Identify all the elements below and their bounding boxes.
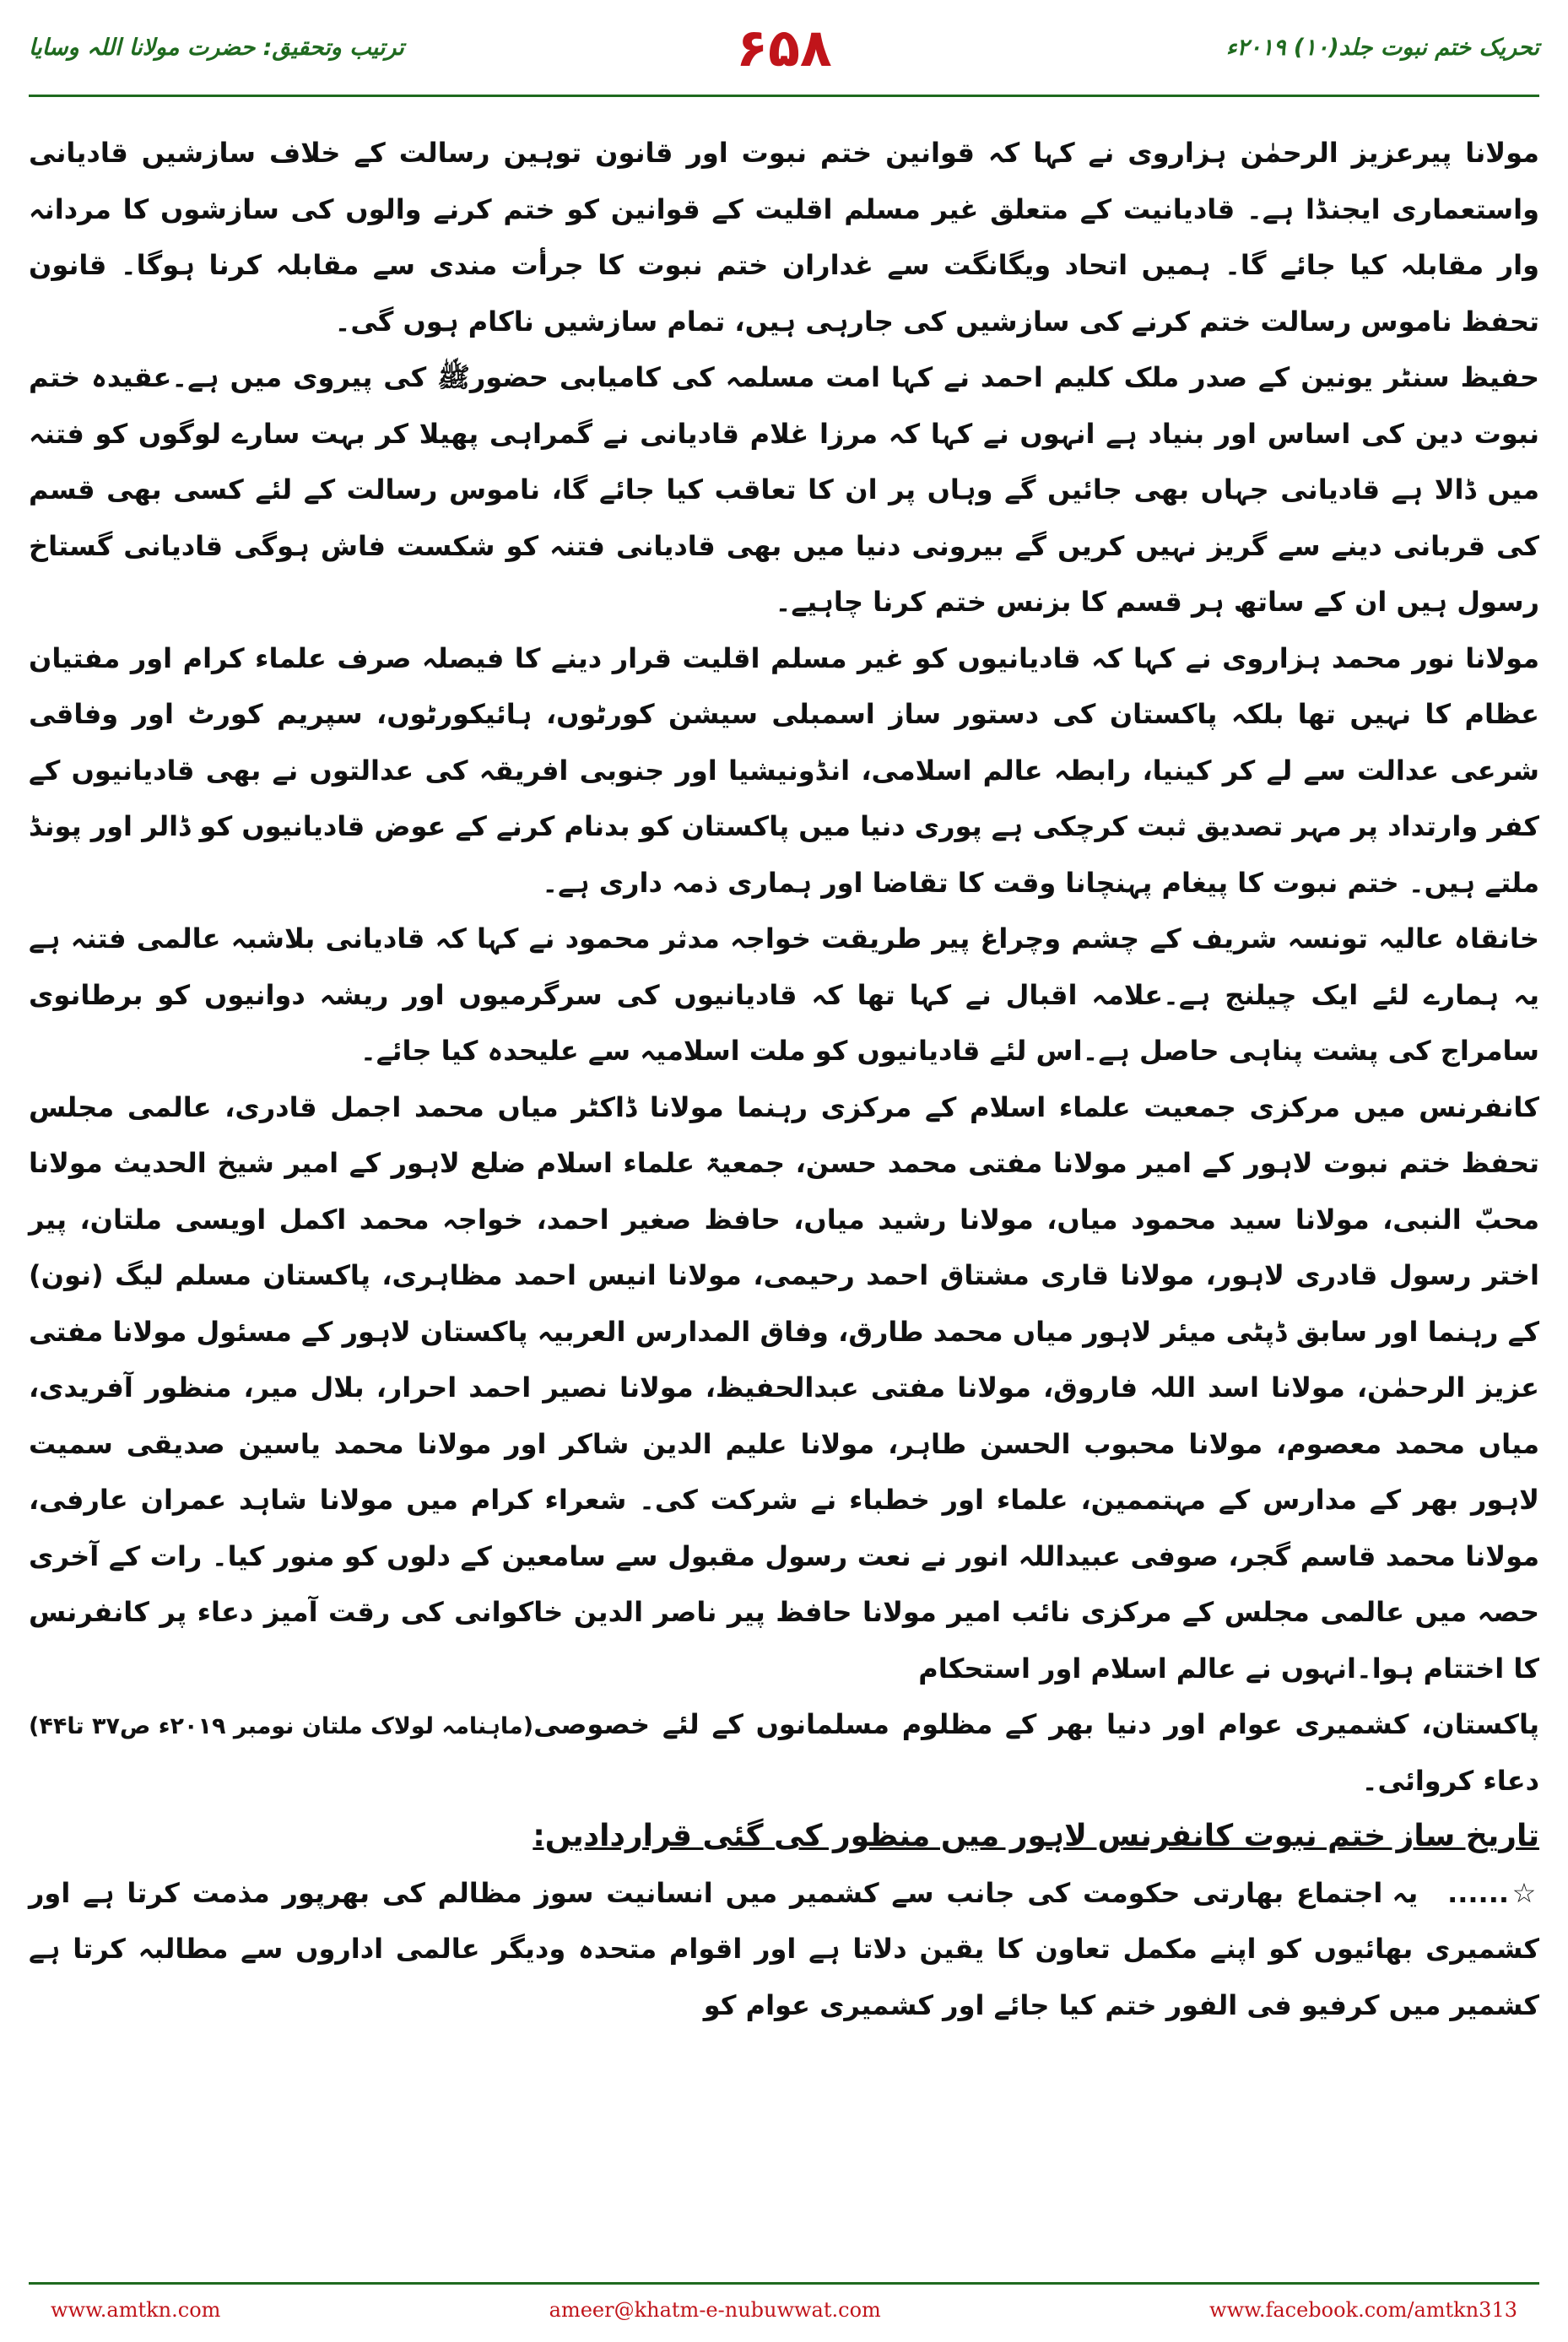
- star-icon: ☆......: [1447, 1876, 1540, 1909]
- page-header: [0, 0, 1568, 95]
- source-row: [29, 1696, 1539, 1809]
- footer-email[interactable]: ameer@khatm-e-nubuwwat.com: [549, 2298, 881, 2322]
- body-text: [29, 125, 1539, 2033]
- footer-divider: [29, 2282, 1539, 2285]
- footer-facebook[interactable]: www.facebook.com/amtkn313: [1209, 2298, 1517, 2322]
- header-compiler: ترتیب وتحقیق: حضرت مولانا اللہ وسایا: [29, 34, 404, 61]
- page-number: ۶۵۸: [736, 16, 832, 78]
- resolution-text: یہ اجتماع بھارتی حکومت کی جانب سے کشمیر میں انسانیت سوز مظالم کی بھرپور مذمت کرتا ہے اور کشمیری بھائیوں کو اپنے مکمل تعاون کا یقین دلاتا ہے اور اقوام متحدہ ودیگر عالمی اداروں سے مطالبہ کرتا ہے کشمیر میں کرفیو فی الفور ختم کیا جائے اور کشمیری عوام کو: [29, 1876, 1539, 2021]
- header-divider: [29, 95, 1539, 97]
- paragraph-1: مولانا پیرعزیز الرحمٰن ہزاروی نے کہا کہ قوانین ختم نبوت اور قانون توہین رسالت کے خلاف سازشیں قادیانی واستعماری ایجنڈا ہے۔ قادیانیت کے متعلق غیر مسلم اقلیت کے قوانین کو ختم کرنے والوں کی سازشوں کا مردانہ وار مقابلہ کیا جائے گا۔ ہمیں اتحاد ویگانگت سے غداران ختم نبوت کا جرأت مندی سے مقابلہ کرنا ہوگا۔ قانون تحفظ ناموس رسالت ختم کرنے کی سازشیں کی جارہی ہیں، تمام سازشیں ناکام ہوں گی۔: [29, 137, 1539, 338]
- paragraph-2: حفیظ سنٹر یونین کے صدر ملک کلیم احمد نے کہا امت مسلمہ کی کامیابی حضورﷺ کی پیروی میں ہے۔عقیدہ ختم نبوت دین کی اساس اور بنیاد ہے انہوں نے کہا کہ مرزا غلام قادیانی نے گمراہی پھیلا کر بہت سارے لوگوں کو فتنہ میں ڈالا ہے قادیانی جہاں بھی جائیں گے وہاں پر ان کا تعاقب کیا جائے گا، ناموس رسالت کے لئے کسی بھی قسم کی قربانی دینے سے گریز نہیں کریں گے بیرونی دنیا میں بھی قادیانی فتنہ کو شکست فاش ہوگی قادیانی گستاخ رسول ہیں ان کے ساتھ ہر قسم کا بزنس ختم کرنا چاہیے۔: [29, 361, 1540, 618]
- paragraph-5-end: پاکستان، کشمیری عوام اور دنیا بھر کے مظلوم مسلمانوں کے لئے خصوصی دعاء کروائی۔: [533, 1708, 1539, 1797]
- resolution-item: [29, 1865, 1539, 2034]
- footer-website[interactable]: www.amtkn.com: [51, 2298, 221, 2322]
- paragraph-4: خانقاہ عالیہ تونسہ شریف کے چشم وچراغ پیر طریقت خواجہ مدثر محمود نے کہا کہ قادیانی بلاشبہ عالمی فتنہ ہے یہ ہمارے لئے ایک چیلنج ہے۔علامہ اقبال نے کہا تھا کہ قادیانیوں کی سرگرمیوں اور ریشہ دوانیوں کو برطانوی سامراج کی پشت پناہی حاصل ہے۔اس لئے قادیانیوں کو ملت اسلامیہ سے علیحدہ کیا جائے۔: [29, 922, 1539, 1067]
- paragraph-3: مولانا نور محمد ہزاروی نے کہا کہ قادیانیوں کو غیر مسلم اقلیت قرار دینے کا فیصلہ صرف علماء کرام اور مفتیان عظام کا نہیں تھا بلکہ پاکستان کی دستور ساز اسمبلی سیشن کورٹوں، ہائیکورٹوں، سپریم کورٹ اور وفاقی شرعی عدالت سے لے کر کینیا، رابطہ عالم اسلامی، انڈونیشیا اور جنوبی افریقہ کی عدالتوں نے بھی قادیانیوں کے کفر وارتداد پر مہر تصدیق ثبت کرچکی ہے پوری دنیا میں پاکستان کو بدنام کرنے کے عوض قادیانیوں کو ڈالر اور پونڈ ملتے ہیں۔ ختم نبوت کا پیغام پہنچانا وقت کا تقاضا اور ہماری ذمہ داری ہے۔: [29, 641, 1540, 899]
- section-heading: تاریخ ساز ختم نبوت کانفرنس لاہور میں منظور کی گئی قراردادیں:: [533, 1819, 1539, 1853]
- header-book-title: تحریک ختم نبوت جلد(۱۰) ۲۰۱۹ء: [1225, 34, 1539, 61]
- page-footer: [0, 2289, 1568, 2331]
- source-citation: (ماہنامہ لولاک ملتان نومبر ۲۰۱۹ء ص۳۷ تا۴۴): [29, 1713, 534, 1739]
- paragraph-5: کانفرنس میں مرکزی جمعیت علماء اسلام کے مرکزی رہنما مولانا ڈاکٹر میاں محمد اجمل قادری، عالمی مجلس تحفظ ختم نبوت لاہور کے امیر مولانا مفتی محمد حسن، جمعیۃ علماء اسلام ضلع لاہور کے امیر شیخ الحدیث مولانا محبّ النبی، مولانا سید محمود میاں، مولانا رشید میاں، حافظ صغیر احمد، خواجہ محمد اکمل اویسی ملتان، پیر اختر رسول قادری لاہور، مولانا قاری مشتاق احمد رحیمی، مولانا انیس احمد مظاہری، پاکستان مسلم لیگ (نون) کے رہنما اور سابق ڈپٹی میئر لاہور میاں محمد طارق، وفاق المدارس العربیہ پاکستان لاہور کے مسئول مولانا مفتی عزیز الرحمٰن، مولانا اسد اللہ فاروق، مولانا مفتی عبدالحفیظ، مولانا نصیر احمد احرار، بلال میر، منظور آفریدی، میاں محمد معصوم، مولانا محبوب الحسن طاہر، مولانا علیم الدین شاکر اور مولانا محمد یاسین صدیقی سمیت لاہور بھر کے مدارس کے مہتممین، علماء اور خطباء نے شرکت کی۔ شعراء کرام میں مولانا شاہد عمران عارفی، مولانا محمد قاسم گجر، صوفی عبیداللہ انور نے نعت رسول مقبول سے سامعین کے دلوں کو منور کیا۔ رات کے آخری حصہ میں عالمی مجلس کے مرکزی نائب امیر مولانا حافظ پیر ناصر الدین خاکوانی کی رقت آمیز دعاء پر کانفرنس کا اختتام ہوا۔انہوں نے عالم اسلام اور استحکام: [29, 1090, 1539, 1685]
